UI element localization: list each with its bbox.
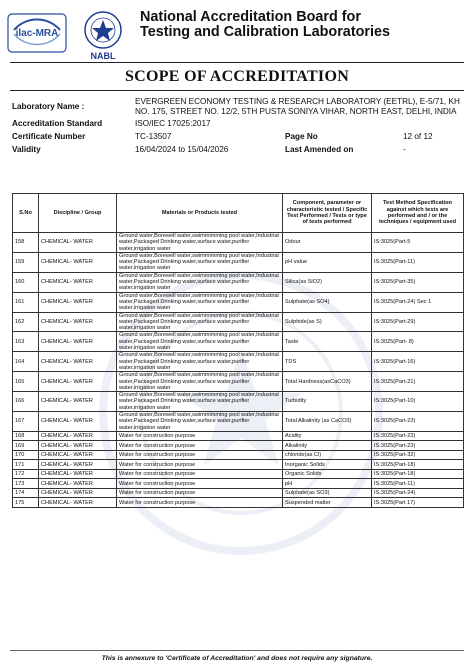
cell-method: IS:3025(Part-23) [372, 441, 464, 451]
board-title-line-2: Testing and Calibration Laboratories [140, 24, 391, 40]
cell-materials: Ground water,Borewell water,swimmimming pool water,Industrial water,Packaged Drinking water,surface water,purifier water,irrigation water [117, 233, 283, 253]
cell-sno: 172 [13, 469, 39, 479]
cell-parameter: Silica(as SiO2) [283, 272, 372, 292]
cell-sno: 168 [13, 431, 39, 441]
board-title-line-1: National Accreditation Board for [140, 9, 361, 25]
cell-materials: Ground water,Borewell water,swimmimming pool water,Industrial water,Packaged Drinking water,surface water,purifier water,irrigation water [117, 412, 283, 432]
cell-materials: Water for construction purpose [117, 479, 283, 489]
cell-sno: 173 [13, 479, 39, 489]
cell-materials: Water for construction purpose [117, 469, 283, 479]
table-row [13, 252, 464, 272]
nabl-logo [80, 10, 126, 62]
ilac-mra-text: ilac-MRA [15, 28, 59, 39]
cell-sno: 170 [13, 450, 39, 460]
standard-value: ISO/IEC 17025:2017 [135, 119, 211, 128]
table-row [13, 412, 464, 432]
scope-title: SCOPE OF ACCREDITATION [124, 68, 350, 85]
validity-label: Validity [12, 145, 41, 154]
lab-name-value: EVERGREEN ECONOMY TESTING & RESEARCH LABORATORY (EETRL), E-5/71, KH NO. 175, STREET NO. 12/2, 5TH PUSTA SONIYA VIHAR, NORTH EAST, DELHI, INDIA [135, 97, 460, 116]
cell-method: IS:3025(Part-23) [372, 431, 464, 441]
cell-parameter: Alkalinity [283, 441, 372, 451]
cell-discipline: CHEMICAL- WATER [39, 272, 117, 292]
cell-discipline: CHEMICAL- WATER [39, 312, 117, 332]
cell-parameter: pH [283, 479, 372, 489]
cell-parameter: Organic Solids [283, 469, 372, 479]
cell-materials: Water for construction purpose [117, 488, 283, 498]
cell-parameter: chloride(as Cl) [283, 450, 372, 460]
cell-sno: 164 [13, 352, 39, 372]
cell-materials: Water for construction purpose [117, 431, 283, 441]
table-row [13, 469, 464, 479]
table-row [13, 441, 464, 451]
header-sno: S.No [13, 194, 39, 233]
cell-materials: Ground water,Borewell water,swimmimming pool water,Industrial water,Packaged Drinking water,surface water,purifier water,irrigation water [117, 392, 283, 412]
table-row [13, 233, 464, 253]
cell-method: IS:3025(Part- 8) [372, 332, 464, 352]
cell-method: IS:3025(Part-10) [372, 392, 464, 412]
table-row [13, 479, 464, 489]
cell-discipline: CHEMICAL- WATER [39, 450, 117, 460]
cell-parameter: TDS [283, 352, 372, 372]
cell-discipline: CHEMICAL- WATER [39, 469, 117, 479]
cell-method: IS:3025(Part-29) [372, 312, 464, 332]
cell-parameter: Suspended matter [283, 498, 372, 508]
cell-parameter: Sulphate(as SO4) [283, 292, 372, 312]
footer-divider [10, 650, 464, 651]
cell-parameter: Turbidity [283, 392, 372, 412]
cell-parameter: Sulphide(as S) [283, 312, 372, 332]
table-row [13, 488, 464, 498]
standard-label: Accreditation Standard [12, 119, 103, 128]
cell-parameter: Total Hardness(asCaCO3) [283, 372, 372, 392]
cell-method: IS:3025(Part-18) [372, 469, 464, 479]
cell-discipline: CHEMICAL- WATER [39, 498, 117, 508]
cell-method: IS:3025(Part-5 [372, 233, 464, 253]
cell-discipline: CHEMICAL- WATER [39, 292, 117, 312]
cell-parameter: pH value [283, 252, 372, 272]
cell-method: IS:3025(Part-21) [372, 372, 464, 392]
cell-parameter: Inorganic Solids [283, 460, 372, 470]
cell-materials: Ground water,Borewell water,swimmimming pool water,Industrial water,Packaged Drinking water,surface water,purifier water,irrigation water [117, 292, 283, 312]
table-row [13, 272, 464, 292]
cell-discipline: CHEMICAL- WATER [39, 372, 117, 392]
cell-method: IS:3025(Part-18) [372, 460, 464, 470]
cell-materials: Ground water,Borewell water,swimmimming pool water,Industrial water,Packaged Drinking water,surface water,purifier water,irrigation water [117, 352, 283, 372]
cell-method: IS:3025(Part-32) [372, 450, 464, 460]
cell-parameter: Sulphate(as SO3) [283, 488, 372, 498]
cell-sno: 161 [13, 292, 39, 312]
cell-materials: Ground water,Borewell water,swimmimming pool water,Industrial water,Packaged Drinking water,surface water,purifier water,irrigation water [117, 252, 283, 272]
cell-parameter: Taste [283, 332, 372, 352]
cell-materials: Ground water,Borewell water,swimmimming pool water,Industrial water,Packaged Drinking water,surface water,purifier water,irrigation water [117, 372, 283, 392]
cell-materials: Ground water,Borewell water,swimmimming pool water,Industrial water,Packaged Drinking water,surface water,purifier water,irrigation water [117, 272, 283, 292]
validity-value: 16/04/2024 to 15/04/2026 [135, 145, 229, 154]
cell-sno: 165 [13, 372, 39, 392]
cell-discipline: CHEMICAL- WATER [39, 332, 117, 352]
table-row [13, 431, 464, 441]
logo-group [4, 6, 126, 62]
cell-discipline: CHEMICAL- WATER [39, 431, 117, 441]
cell-sno: 162 [13, 312, 39, 332]
cell-method: IS:3025(Part-23) [372, 412, 464, 432]
amended-label: Last Amended on [285, 145, 354, 154]
certificate-value: TC-13507 [135, 132, 172, 141]
cell-discipline: CHEMICAL- WATER [39, 252, 117, 272]
certificate-label: Certificate Number [12, 132, 86, 141]
cell-method: IS:3025(Part-24) Sec 1 [372, 292, 464, 312]
page-no-value: 12 of 12 [403, 132, 433, 141]
table-header-row [13, 194, 464, 233]
board-title [140, 10, 390, 40]
cell-discipline: CHEMICAL- WATER [39, 488, 117, 498]
cell-materials: Water for construction purpose [117, 441, 283, 451]
cell-sno: 166 [13, 392, 39, 412]
cell-sno: 171 [13, 460, 39, 470]
cell-sno: 167 [13, 412, 39, 432]
header-component: Component, parameter or characteristic tested / Specific Test Performed / Tests or type of tests performed [283, 194, 372, 233]
cell-method: IS:3025(Part-11) [372, 479, 464, 489]
amended-value: - [403, 145, 406, 154]
cell-discipline: CHEMICAL- WATER [39, 352, 117, 372]
table-row [13, 460, 464, 470]
header-discipline: Discipline / Group [39, 194, 117, 233]
divider-top [10, 62, 464, 63]
header-method: Test Method Specification against which tests are performed and / or the techniques / equipment used [372, 194, 464, 233]
cell-materials: Ground water,Borewell water,swimmimming pool water,Industrial water,Packaged Drinking water,surface water,purifier water,irrigation water [117, 332, 283, 352]
cell-sno: 160 [13, 272, 39, 292]
table-body [13, 233, 464, 508]
cell-sno: 174 [13, 488, 39, 498]
cell-discipline: CHEMICAL- WATER [39, 460, 117, 470]
footer-note: This is annexure to 'Certificate of Accreditation' and does not require any signature. [101, 655, 373, 662]
ilac-mra-logo [6, 10, 68, 56]
table-row [13, 372, 464, 392]
table-row [13, 292, 464, 312]
cell-discipline: CHEMICAL- WATER [39, 233, 117, 253]
page-no-label: Page No [285, 132, 318, 141]
nabl-text: NABL [90, 51, 116, 61]
divider-bottom [10, 90, 464, 91]
table-row [13, 392, 464, 412]
cell-method: IS:3025(Part-16) [372, 352, 464, 372]
cell-materials: Water for construction purpose [117, 460, 283, 470]
cell-discipline: CHEMICAL- WATER [39, 412, 117, 432]
cell-discipline: CHEMICAL- WATER [39, 479, 117, 489]
table-row [13, 352, 464, 372]
cell-sno: 163 [13, 332, 39, 352]
cell-parameter: Acidity [283, 431, 372, 441]
cell-parameter: Total Alkalinity (as CaCO3) [283, 412, 372, 432]
cell-method: IS:3025(Part-24) [372, 488, 464, 498]
table-row [13, 498, 464, 508]
cell-parameter: Odour [283, 233, 372, 253]
cell-sno: 169 [13, 441, 39, 451]
table-row [13, 450, 464, 460]
cell-sno: 158 [13, 233, 39, 253]
cell-sno: 175 [13, 498, 39, 508]
cell-materials: Ground water,Borewell water,swimmimming pool water,Industrial water,Packaged Drinking water,surface water,purifier water,irrigation water [117, 312, 283, 332]
cell-materials: Water for construction purpose [117, 450, 283, 460]
table-row [13, 332, 464, 352]
cell-materials: Water for construction purpose [117, 498, 283, 508]
lab-name-label: Laboratory Name : [12, 102, 85, 111]
cell-method: IS:3025(Part-35) [372, 272, 464, 292]
header-materials: Materials or Products tested [117, 194, 283, 233]
cell-discipline: CHEMICAL- WATER [39, 441, 117, 451]
scope-table [12, 193, 464, 508]
cell-discipline: CHEMICAL- WATER [39, 392, 117, 412]
cell-sno: 159 [13, 252, 39, 272]
cell-method: IS:3025(Part-11) [372, 252, 464, 272]
cell-method: IS:3025(Part 17) [372, 498, 464, 508]
table-row [13, 312, 464, 332]
